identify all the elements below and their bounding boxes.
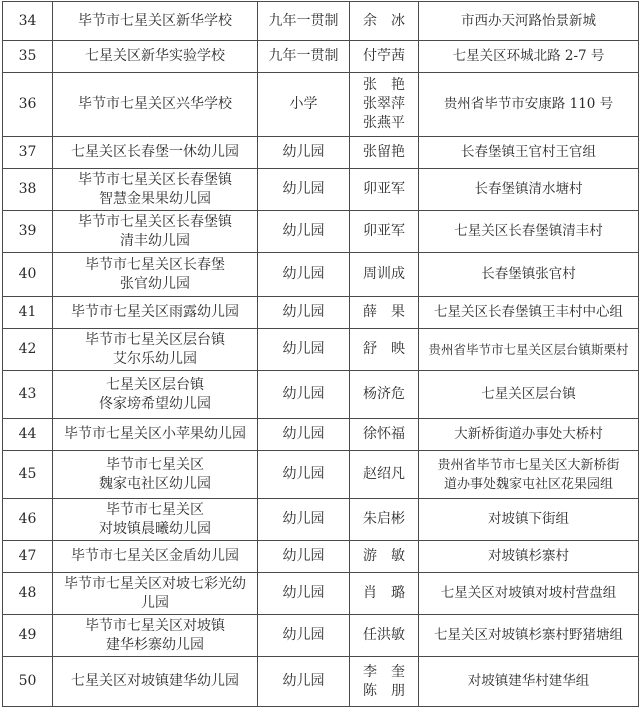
- contact-person-line: 付苧茜: [363, 48, 405, 64]
- contact-person-line: 游 敏: [363, 548, 405, 564]
- school-type: 幼儿园: [258, 573, 350, 615]
- school-name-line: 七星关区层台镇: [106, 376, 204, 393]
- school-name: [53, 573, 258, 615]
- row-number: 49: [3, 615, 53, 657]
- contact-person-line: 卯亚军: [363, 181, 405, 197]
- school-type: 幼儿园: [258, 253, 350, 297]
- school-address: [419, 451, 639, 499]
- row-number: 47: [3, 541, 53, 573]
- contact-person: [350, 371, 419, 419]
- table-row: [3, 615, 639, 657]
- school-name: [53, 211, 258, 253]
- row-number: 46: [3, 499, 53, 541]
- school-name-line: 七星关区长春堡一休幼儿园: [71, 144, 239, 160]
- school-type: 幼儿园: [258, 615, 350, 657]
- school-name-line: 对坡镇晨曦幼儿园: [99, 520, 211, 537]
- school-name: [53, 253, 258, 297]
- school-name: [53, 73, 258, 137]
- school-type: 幼儿园: [258, 371, 350, 419]
- table-row: [3, 371, 639, 419]
- school-address: [419, 657, 639, 707]
- table-row: [3, 41, 639, 73]
- table-row: [3, 541, 639, 573]
- school-name-line: 毕节市七星关区对坡镇: [85, 617, 225, 634]
- school-address-line: 七星关区层台镇: [481, 386, 576, 402]
- school-type: 幼儿园: [258, 541, 350, 573]
- school-name: [53, 371, 258, 419]
- table-row: [3, 169, 639, 211]
- school-address-line: 贵州省毕节市七星关区大新桥街: [437, 457, 620, 473]
- school-address-line: 贵州省毕节市七星关区层台镇斯栗村: [428, 342, 629, 357]
- school-address: [419, 419, 639, 451]
- school-type: 幼儿园: [258, 329, 350, 371]
- school-address: [419, 73, 639, 137]
- table-row: [3, 451, 639, 499]
- school-name: [53, 41, 258, 73]
- table-row: [3, 73, 639, 137]
- school-address-line: 长春堡镇王官村王官组: [461, 144, 596, 160]
- school-name: [53, 297, 258, 329]
- contact-person-line: 肖 璐: [363, 585, 405, 601]
- school-name-line: 毕节市七星关区长春堡镇: [78, 213, 232, 230]
- school-address: [419, 169, 639, 211]
- row-number: 50: [3, 657, 53, 707]
- table-row: [3, 329, 639, 371]
- row-number: 35: [3, 41, 53, 73]
- school-type: 幼儿园: [258, 169, 350, 211]
- school-name: [53, 499, 258, 541]
- school-name-line: 佟家塝希望幼儿园: [99, 395, 211, 412]
- row-number: 42: [3, 329, 53, 371]
- contact-person: [350, 499, 419, 541]
- contact-person-line: 薛 果: [363, 304, 405, 320]
- contact-person-line: 舒 映: [363, 341, 405, 357]
- school-name-line: 毕节市七星关区对坡七彩光幼: [64, 575, 246, 592]
- school-address: [419, 41, 639, 73]
- school-name-line: 毕节市七星关区小苹果幼儿园: [64, 426, 246, 442]
- school-name-line: 艾尔乐幼儿园: [113, 350, 197, 367]
- school-name-line: 毕节市七星关区金盾幼儿园: [71, 548, 239, 564]
- school-name: [53, 541, 258, 573]
- school-address: [419, 371, 639, 419]
- table-row: [3, 137, 639, 169]
- school-name-line: 七星关区对坡镇建华幼儿园: [71, 673, 239, 689]
- school-name-line: 毕节市七星关区雨露幼儿园: [71, 304, 239, 320]
- school-address-line: 七星关区环城北路 2-7 号: [452, 48, 605, 64]
- contact-person-line: 赵绍凡: [363, 466, 405, 482]
- school-address: [419, 211, 639, 253]
- contact-person: [350, 297, 419, 329]
- school-address-line: 道办事处魏家屯社区花果园组: [443, 476, 613, 492]
- contact-person-line: 朱启彬: [363, 511, 405, 527]
- school-name-line: 毕节市七星关区兴华学校: [78, 96, 232, 112]
- row-number: 34: [3, 2, 53, 41]
- contact-person: [350, 657, 419, 707]
- school-name-line: 魏家屯社区幼儿园: [99, 475, 211, 492]
- row-number: 44: [3, 419, 53, 451]
- school-address: [419, 541, 639, 573]
- contact-person: [350, 41, 419, 73]
- contact-person: [350, 211, 419, 253]
- table-row: [3, 419, 639, 451]
- school-name-line: 毕节市七星关区层台镇: [85, 331, 225, 348]
- contact-person-line: 张燕平: [363, 115, 405, 131]
- school-address-line: 七星关区对坡镇杉寨村野猪塘组: [434, 627, 623, 643]
- school-table: [2, 1, 639, 707]
- contact-person-line: 李 奎: [363, 663, 405, 680]
- contact-person: [350, 329, 419, 371]
- school-address-line: 市西办天河路怡景新城: [461, 12, 596, 29]
- row-number: 39: [3, 211, 53, 253]
- contact-person-line: 徐怀福: [363, 426, 405, 442]
- table-row: [3, 2, 639, 41]
- school-address-line: 对坡镇杉寨村: [488, 548, 569, 564]
- table-row: [3, 499, 639, 541]
- school-address-line: 对坡镇建华村建华组: [467, 673, 590, 689]
- school-type: 幼儿园: [258, 137, 350, 169]
- contact-person-line: 任洪敏: [363, 627, 405, 643]
- school-name: [53, 2, 258, 41]
- school-address: [419, 499, 639, 541]
- school-address-line: 对坡镇下街组: [488, 511, 569, 527]
- school-name: [53, 451, 258, 499]
- school-address-line: 七星关区长春堡镇清丰村: [454, 223, 603, 239]
- contact-person: [350, 573, 419, 615]
- row-number: 36: [3, 73, 53, 137]
- school-name-line: 毕节市七星关区新华学校: [78, 12, 232, 29]
- school-name-line: 建华杉寨幼儿园: [106, 636, 204, 653]
- school-name-line: 清丰幼儿园: [120, 232, 190, 249]
- row-number: 37: [3, 137, 53, 169]
- school-name-line: 张官幼儿园: [120, 275, 190, 292]
- row-number: 48: [3, 573, 53, 615]
- school-name-line: 毕节市七星关区长春堡: [85, 256, 225, 273]
- contact-person: [350, 451, 419, 499]
- school-address: [419, 297, 639, 329]
- row-number: 41: [3, 297, 53, 329]
- school-address-line: 七星关区长春堡镇王丰村中心组: [434, 304, 623, 320]
- school-address: [419, 615, 639, 657]
- school-address-line: 长春堡镇张官村: [481, 266, 576, 282]
- school-address: [419, 573, 639, 615]
- school-address: [419, 2, 639, 41]
- contact-person-line: 张 艳: [363, 77, 405, 93]
- table-row: [3, 657, 639, 707]
- school-type: 幼儿园: [258, 419, 350, 451]
- school-name-line: 毕节市七星关区: [106, 456, 204, 473]
- table-row: [3, 573, 639, 615]
- contact-person-line: 杨济危: [363, 386, 405, 402]
- school-address-line: 七星关区对坡镇对坡村营盘组: [440, 585, 617, 601]
- contact-person-line: 张翠萍: [363, 96, 405, 112]
- contact-person-line: 卯亚军: [363, 223, 405, 239]
- school-name-line: 毕节市七星关区: [106, 501, 204, 518]
- school-name: [53, 329, 258, 371]
- contact-person: [350, 2, 419, 41]
- school-name-line: 七星关区新华实验学校: [85, 48, 225, 64]
- school-type: 九年一贯制: [258, 41, 350, 73]
- row-number: 38: [3, 169, 53, 211]
- school-type: 小学: [258, 73, 350, 137]
- school-address-line: 贵州省毕节市安康路 110 号: [443, 96, 614, 112]
- school-address: [419, 137, 639, 169]
- contact-person: [350, 169, 419, 211]
- contact-person-line: 张留艳: [363, 144, 405, 160]
- contact-person-line: 周训成: [363, 266, 405, 282]
- school-name: [53, 419, 258, 451]
- school-name-line: 毕节市七星关区长春堡镇: [78, 171, 232, 188]
- school-type: 幼儿园: [258, 211, 350, 253]
- table-body: [3, 2, 639, 707]
- school-type: 幼儿园: [258, 297, 350, 329]
- contact-person: [350, 419, 419, 451]
- school-address: [419, 253, 639, 297]
- school-type: 幼儿园: [258, 451, 350, 499]
- school-name-line: 儿园: [141, 594, 169, 611]
- school-name: [53, 657, 258, 707]
- contact-person: [350, 541, 419, 573]
- school-name: [53, 137, 258, 169]
- contact-person-line: 陈 朋: [363, 682, 405, 699]
- contact-person: [350, 137, 419, 169]
- school-type: 九年一贯制: [258, 2, 350, 41]
- school-name: [53, 615, 258, 657]
- school-type: 幼儿园: [258, 499, 350, 541]
- school-address: [419, 329, 639, 371]
- table-row: [3, 211, 639, 253]
- school-type: 幼儿园: [258, 657, 350, 707]
- school-address-line: 大新桥街道办事处大桥村: [454, 426, 603, 442]
- table-row: [3, 297, 639, 329]
- contact-person: [350, 615, 419, 657]
- row-number: 45: [3, 451, 53, 499]
- school-address-line: 长春堡镇清水塘村: [474, 181, 583, 197]
- school-name: [53, 169, 258, 211]
- contact-person: [350, 253, 419, 297]
- table-row: [3, 253, 639, 297]
- school-name-line: 智慧金果果幼儿园: [99, 190, 211, 207]
- row-number: 43: [3, 371, 53, 419]
- contact-person-line: 余 冰: [363, 12, 405, 29]
- row-number: 40: [3, 253, 53, 297]
- contact-person: [350, 73, 419, 137]
